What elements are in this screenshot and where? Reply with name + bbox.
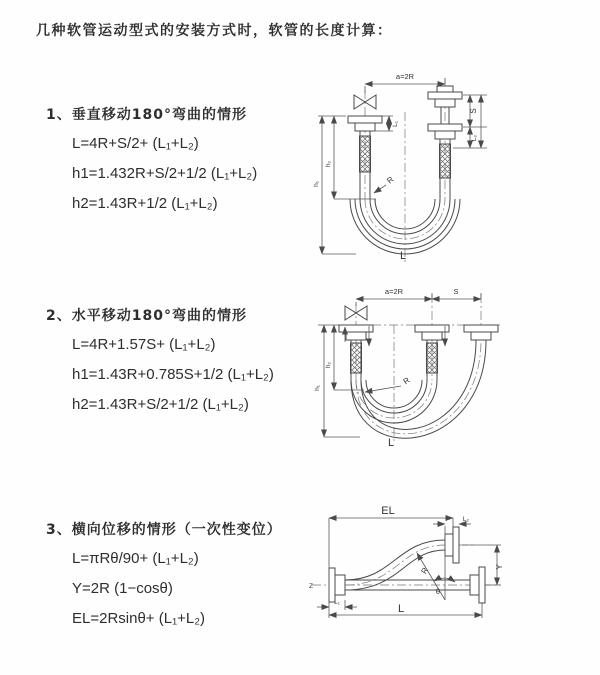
label-s: S [453,287,459,296]
dimension-el [329,505,453,618]
label-l-total: L [387,437,395,449]
label-l-total: L [399,250,407,262]
formula-2-h1: h1=1.43R+0.785S+1/2 (L₁+L₂) [72,366,274,383]
section-2-heading [46,305,274,325]
diagram-horizontal-180-bend [302,280,597,452]
centerline-mark: Z [309,583,313,590]
braided-hose-section-left [360,136,371,172]
formula-3-Y: Y=2R (1−cosθ) [72,580,173,597]
label-el: EL [381,505,395,517]
section-3-heading [46,519,282,539]
section-3-title: 横向位移的情形（一次性变位） [71,522,282,538]
formula-1-h1: h1=1.432R+S/2+1/2 (L₁+L₂) [72,165,258,182]
label-r: R [385,174,396,186]
label-h2: h₂ [325,361,332,369]
diagram-vertical-180-bend [300,64,590,264]
label-h2: h₂ [325,160,332,168]
radius-callout [374,175,396,193]
dimension-a2r [365,72,445,93]
radius-callout [365,375,412,392]
label-l1: L₁ [334,599,340,606]
section-3 [46,519,282,634]
braided-hose-section-right [440,144,451,178]
section-2-title: 水平移动180°弯曲的情形 [71,308,247,324]
formula-3-EL: EL=2Rsinθ+ (L₁+L₂) [72,610,206,627]
page-title: 几种软管运动型式的安装方式时，软管的长度计算： [36,23,393,39]
dimension-s-l2 [453,95,487,148]
label-theta: θ [435,587,441,596]
label-a2r: a=2R [384,287,404,296]
braided-hose-section-left [351,343,362,373]
label-r: R [401,375,412,387]
formula-1-h2: h2=1.43R+1/2 (L₁+L₂) [72,195,218,212]
flange-fittings [339,325,498,340]
label-l2: L₂ [471,134,478,142]
dimension-l [329,603,482,618]
label-h1: h₁ [313,181,320,187]
dimension-l1 [317,599,357,610]
label-a2r: a=2R [395,72,415,81]
section-2 [46,305,274,420]
hose-s-curve [345,540,445,590]
dimension-a2r-s [356,287,481,306]
label-l-total: L [397,603,405,615]
formula-3-L: L=πRθ/90+ (L₁+L₂) [72,550,199,567]
hose-u-bends [351,340,486,438]
formula-2-L: L=4R+1.57S+ (L₁+L₂) [72,336,216,353]
label-h1: h₁ [314,385,321,391]
diagram-lateral-displacement [298,496,598,654]
section-1-title: 垂直移动180°弯曲的情形 [71,107,247,123]
label-s: S [469,108,478,114]
formula-2-h2: h2=1.43R+S/2+1/2 (L₁+L₂) [72,396,249,413]
section-3-number: 3、 [46,522,72,538]
label-l1: L₁ [392,121,399,127]
dimension-l2 [433,516,471,524]
label-r: R [419,565,431,576]
section-1 [46,104,257,219]
section-2-number: 2、 [46,308,72,324]
label-y: Y [495,564,504,570]
braided-hose-section-middle [427,343,438,373]
dimension-h1-h2 [314,325,364,437]
section-1-number: 1、 [46,107,72,123]
formula-1-L: L=4R+S/2+ (L₁+L₂) [72,135,199,152]
label-l2: L₂ [462,516,470,523]
section-1-heading [46,104,257,124]
